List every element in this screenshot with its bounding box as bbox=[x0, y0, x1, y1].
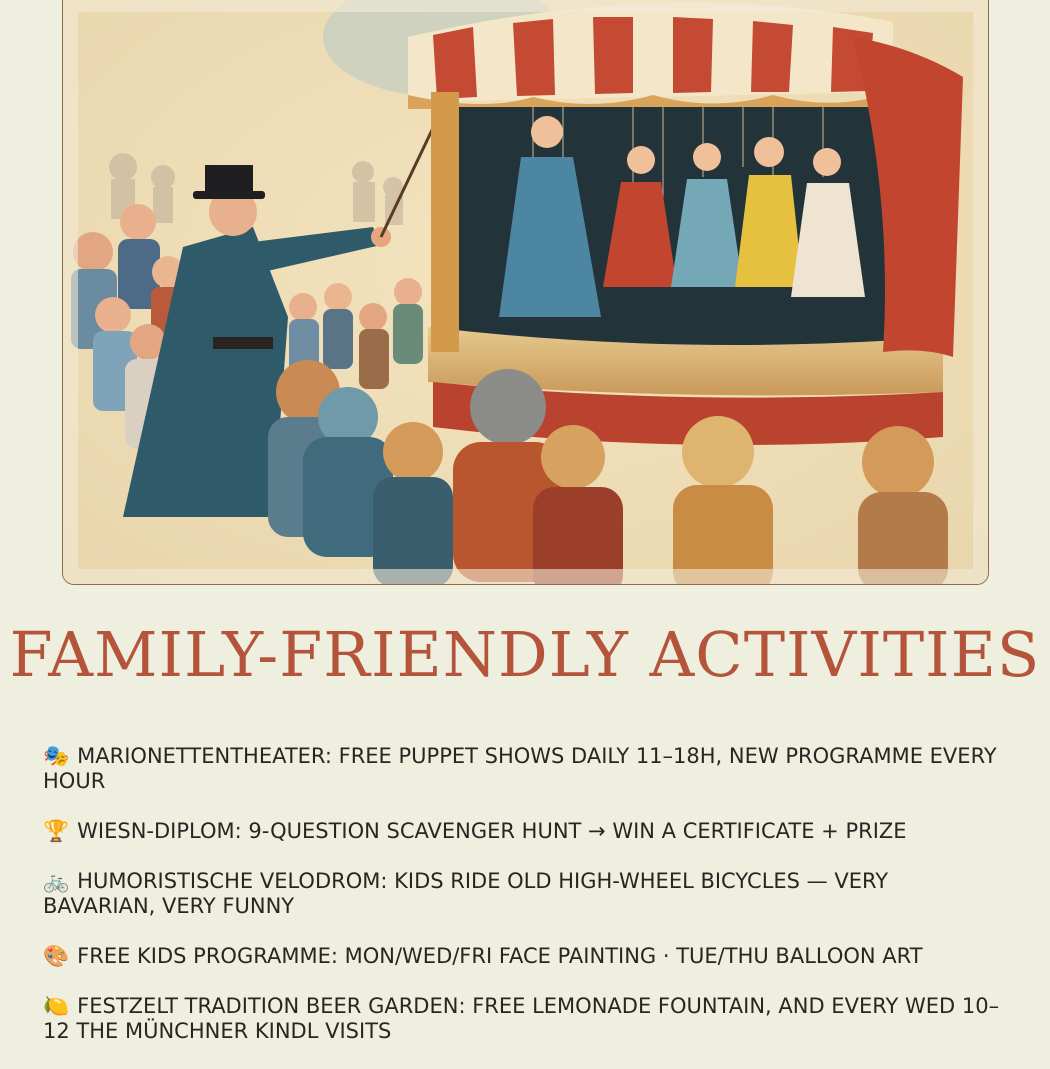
list-item bbox=[43, 994, 1003, 1044]
list-item-text: WIESN-DIPLOM: 9-QUESTION SCAVENGER HUNT → WIN A CERTIFICATE + PRIZE bbox=[77, 819, 907, 843]
list-item bbox=[43, 744, 1003, 794]
activity-list bbox=[43, 744, 1003, 1069]
palette-icon: 🎨 bbox=[43, 944, 70, 968]
lemon-icon: 🍋 bbox=[43, 994, 70, 1018]
puppet-theatre-illustration bbox=[63, 0, 988, 584]
trophy-icon: 🏆 bbox=[43, 819, 70, 843]
list-item bbox=[43, 819, 1003, 844]
list-item-text: FESTZELT TRADITION BEER GARDEN: FREE LEMONADE FOUNTAIN, AND EVERY WED 10–12 THE MÜNCHNER KINDL VISITS bbox=[43, 994, 1000, 1043]
page-title: FAMILY-FRIENDLY ACTIVITIES bbox=[9, 618, 1041, 691]
hero-illustration bbox=[62, 0, 989, 585]
list-item-text: MARIONETTENTHEATER: FREE PUPPET SHOWS DAILY 11–18H, NEW PROGRAMME EVERY HOUR bbox=[43, 744, 997, 793]
list-item-text: HUMORISTISCHE VELODROM: KIDS RIDE OLD HIGH-WHEEL BICYCLES — VERY BAVARIAN, VERY FUNNY bbox=[43, 869, 889, 918]
list-item bbox=[43, 944, 1003, 969]
list-item-text: FREE KIDS PROGRAMME: MON/WED/FRI FACE PAINTING · TUE/THU BALLOON ART bbox=[77, 944, 923, 968]
list-item bbox=[43, 869, 1003, 919]
theater-masks-icon: 🎭 bbox=[43, 744, 70, 768]
bicycle-icon: 🚲 bbox=[43, 869, 70, 893]
